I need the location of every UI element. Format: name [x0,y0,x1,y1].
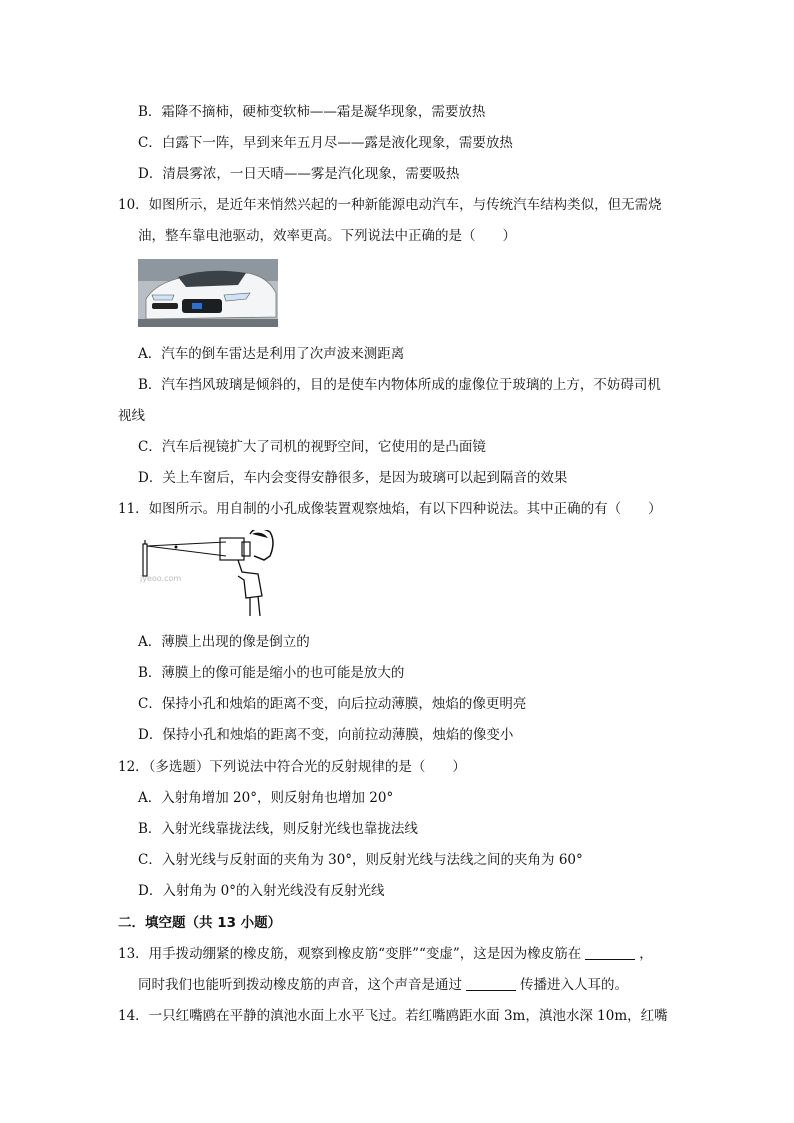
q10-option-c: C．汽车后视镜扩大了司机的视野空间，它使用的是凸面镜 [138,439,486,455]
q10-option-b-line1: B．汽车挡风玻璃是倾斜的，目的是使车内物体所成的虚像位于玻璃的上方，不妨碍司机 [138,377,661,393]
q12-option-d: D．入射角为 0°的入射光线没有反射光线 [138,883,385,899]
q12-stem: 12．（多选题）下列说法中符合光的反射规律的是（ ） [118,759,466,775]
q11-option-d: D．保持小孔和烛焰的距离不变，向前拉动薄膜，烛焰的像变小 [138,727,514,743]
q10-option-d: D．关上车窗后，车内会变得安静很多，是因为玻璃可以起到隔音的效果 [138,470,568,486]
q10-stem-line1: 10．如图所示，是近年来悄然兴起的一种新能源电动汽车，与传统汽车结构类似，但无需烧 [118,197,662,213]
q9-option-d: D．清晨雾浓，一日天晴——雾是汽化现象，需要吸热 [138,166,460,182]
q13-line1 [118,945,653,963]
q12-option-c: C．入射光线与反射面的夹角为 30°，则反射光线与法线之间的夹角为 60° [138,852,583,868]
q11-option-c: C．保持小孔和烛焰的距离不变，向后拉动薄膜，烛焰的像更明亮 [138,696,527,712]
electric-car-image [138,259,278,327]
q12-option-b: B．入射光线靠拢法线，则反射光线也靠拢法线 [138,821,418,837]
q13-text-part2: ， [639,946,653,962]
q14-stem: 14．一只红嘴鸥在平静的滇池水面上水平飞过。若红嘴鸥距水面 3m，滇池水深 10m，红嘴 [118,1008,668,1024]
section-heading-fill-in: 二．填空题（共 13 小题） [118,915,282,931]
q10-stem-line2: 油，整车靠电池驱动，效率更高。下列说法中正确的是（ ） [138,228,516,244]
q12-option-a: A．入射角增加 20°，则反射角也增加 20° [138,790,394,806]
q13-text-part3: 同时我们也能听到拨动橡皮筋的声音，这个声音是通过 [138,977,462,993]
q11-option-b: B．薄膜上的像可能是缩小的也可能是放大的 [138,665,405,681]
q11-option-a: A．薄膜上出现的像是倒立的 [138,634,310,650]
q13-blank-1[interactable] [585,945,635,960]
q9-option-b: B．霜降不摘柿，硬柿变软柿——霜是凝华现象，需要放热 [138,104,486,120]
q11-stem: 11．如图所示。用自制的小孔成像装置观察烛焰，有以下四种说法。其中正确的有（ ） [118,501,662,517]
q13-text-part4: 传播进入人耳的。 [520,977,628,993]
q9-option-c: C．白露下一阵，早到来年五月尽——露是液化现象，需要放热 [138,135,513,151]
watermark-text: jyeoo.com [140,574,182,583]
q13-text-part1: 13．用手拨动绷紧的橡皮筋，观察到橡皮筋“变胖”“变虚”，这是因为橡皮筋在 [118,946,582,962]
q13-blank-2[interactable] [466,976,516,991]
q10-option-a: A．汽车的倒车雷达是利用了次声波来测距离 [138,346,405,362]
q13-line2 [138,976,628,994]
pinhole-camera-figure [138,530,278,620]
q10-option-b-line2: 视线 [118,408,145,424]
